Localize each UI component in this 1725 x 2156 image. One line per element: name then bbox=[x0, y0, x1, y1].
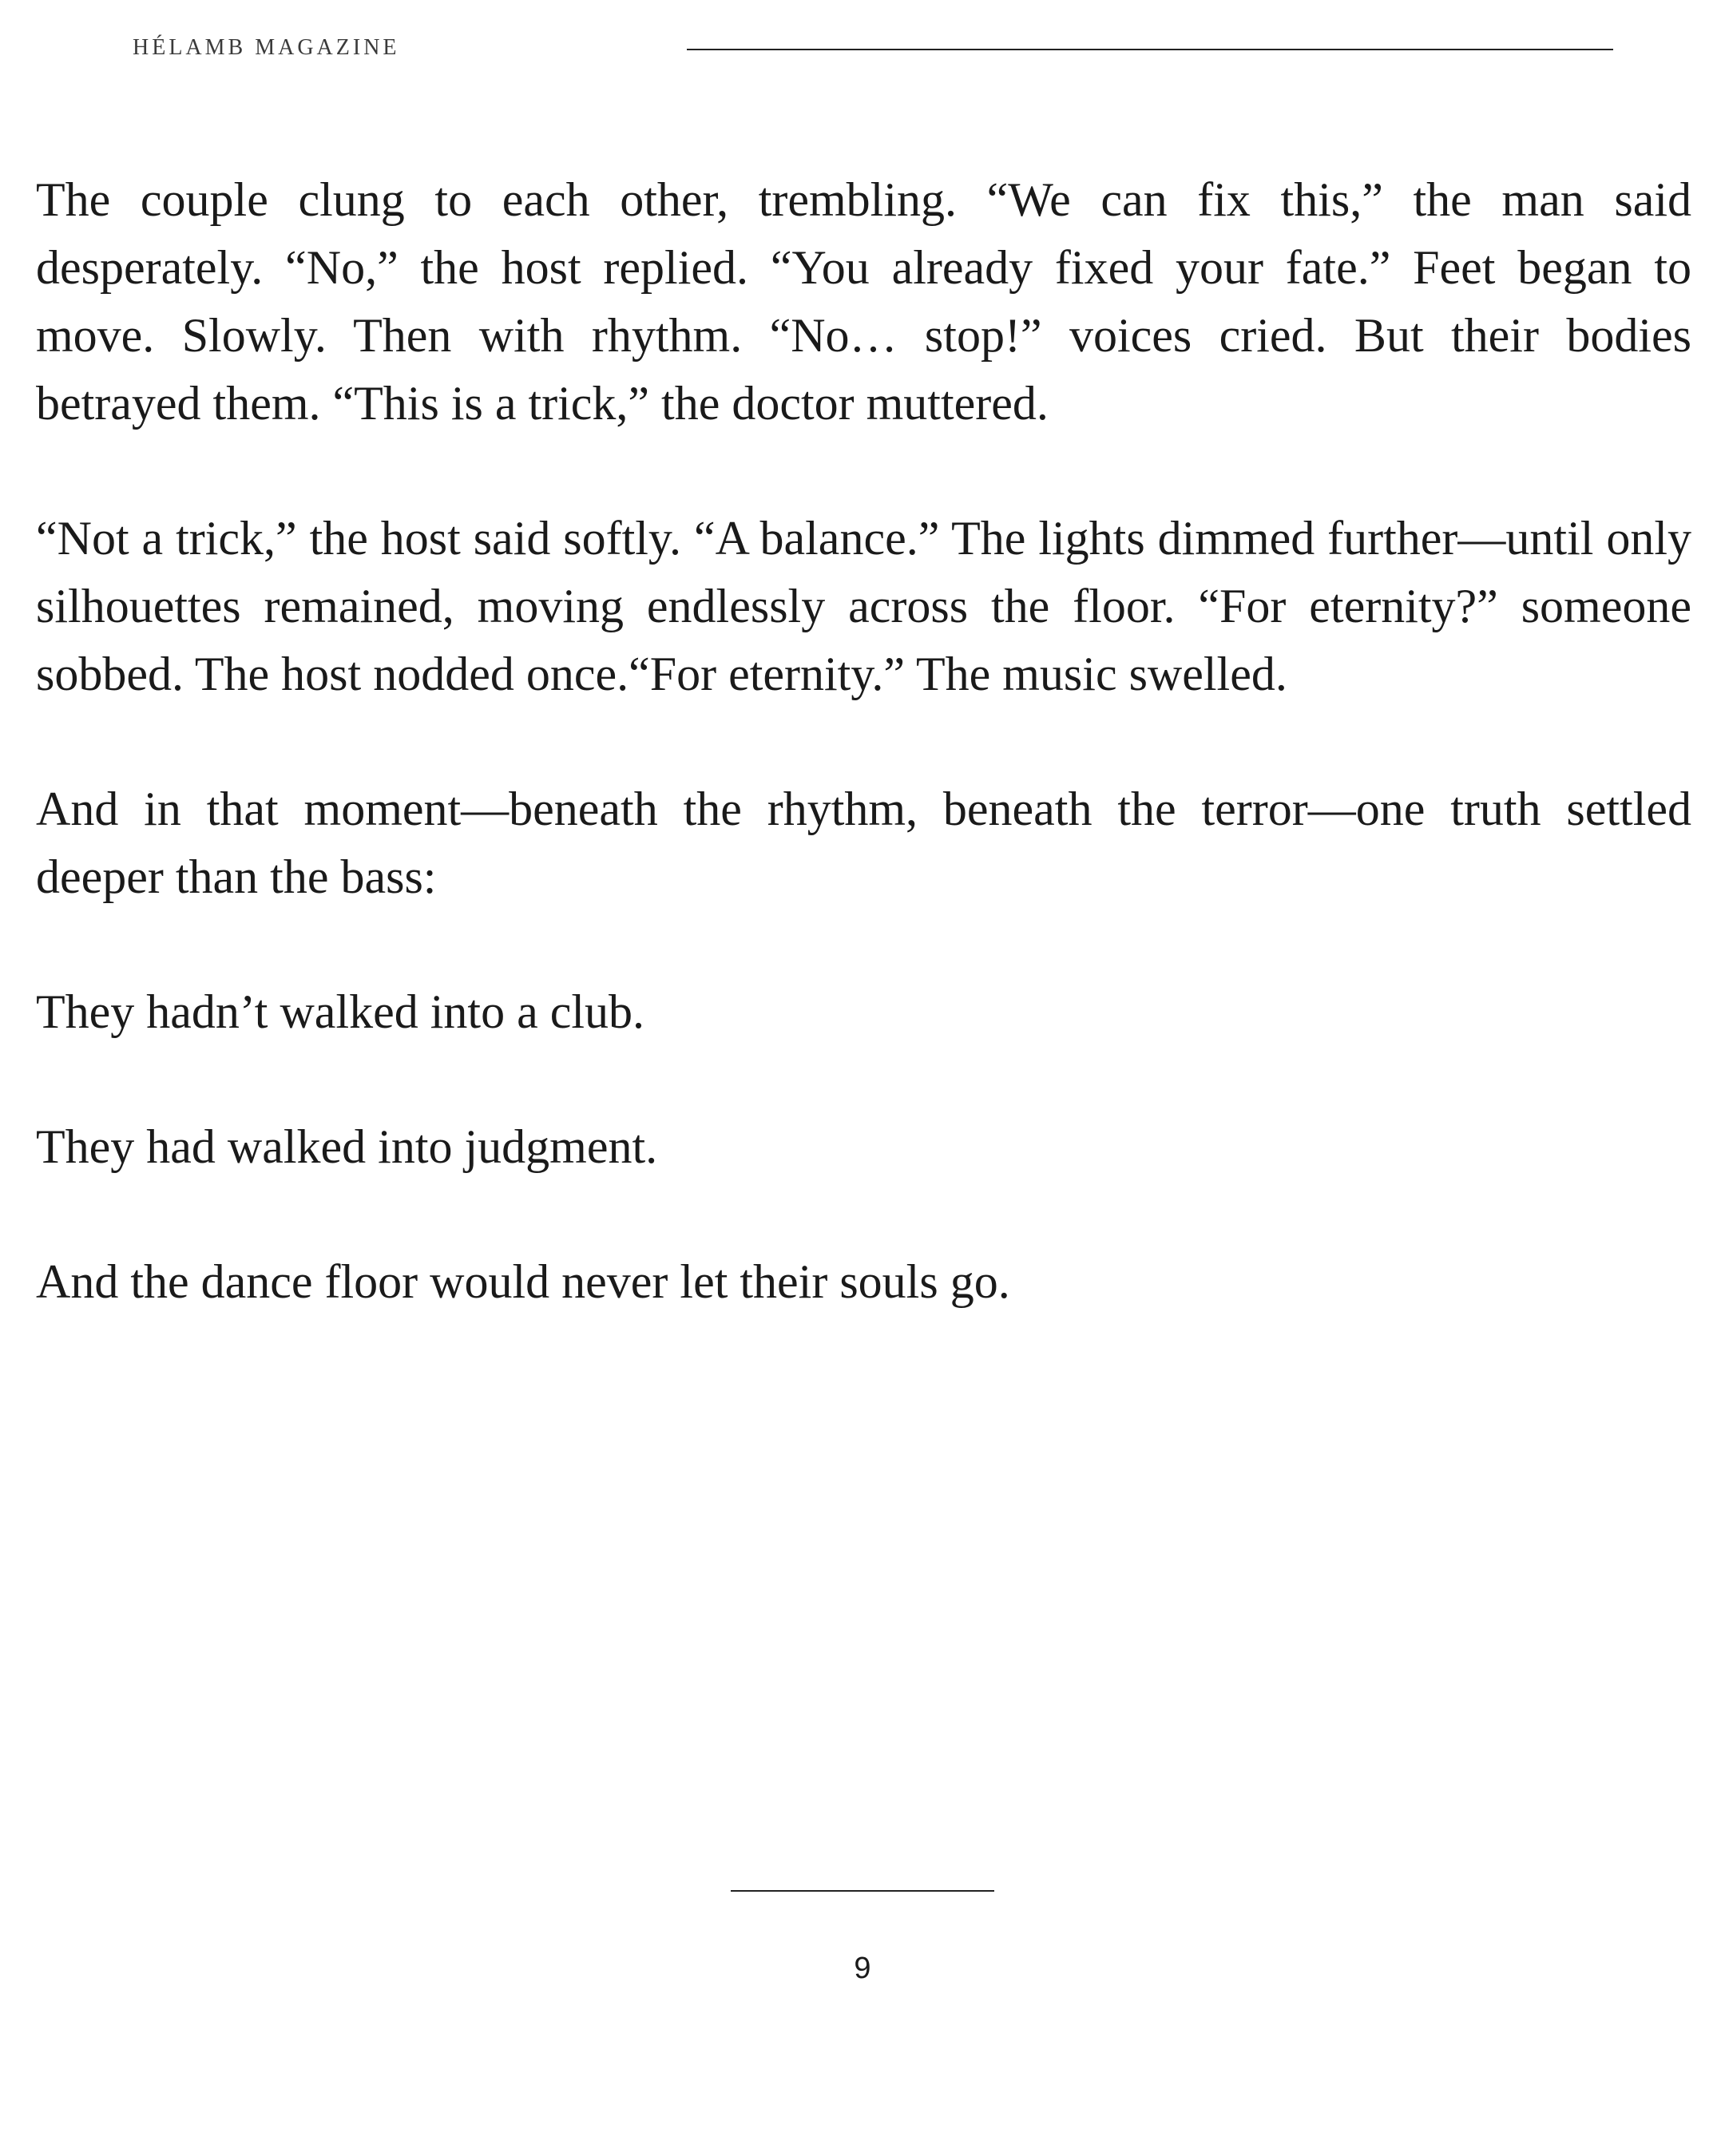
paragraph: “Not a trick,” the host said softly. “A balance.” The lights dimmed further—until only silhouettes remained, moving endlessly across the floor. “For eternity?” someone sobbed. The host nodded once.“For eternity.” The music swelled. bbox=[36, 512, 1691, 700]
paragraph: The couple clung to each other, trembling. “We can fix this,” the man said desperately. “No,” the host replied. “You already fixed your fate.” Feet began to move. Slowly. Then with rhythm. “No… stop!” voices cried. But their bodies betrayed them. “This is a trick,” the doctor muttered. bbox=[36, 173, 1691, 430]
footer-divider bbox=[731, 1890, 994, 1892]
page-number: 9 bbox=[854, 1952, 871, 1985]
paragraph: And the dance floor would never let their souls go. bbox=[36, 1255, 1010, 1308]
article-body bbox=[36, 166, 1691, 1383]
paragraph: They had walked into judgment. bbox=[36, 1120, 658, 1173]
paragraph: They hadn’t walked into a club. bbox=[36, 985, 645, 1038]
header-divider bbox=[687, 49, 1613, 50]
paragraph: And in that moment—beneath the rhythm, beneath the terror—one truth settled deeper than the bass: bbox=[36, 783, 1691, 903]
magazine-title: HÉLAMB MAGAZINE bbox=[133, 35, 400, 60]
